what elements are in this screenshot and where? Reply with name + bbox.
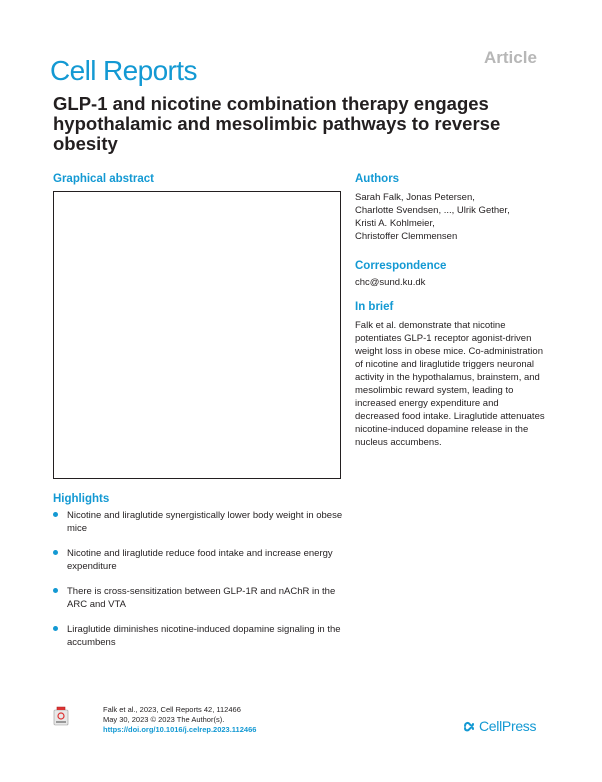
in-brief-heading: In brief: [355, 301, 394, 313]
doi-link[interactable]: https://doi.org/10.1016/j.celrep.2023.112466: [103, 725, 257, 734]
highlight-item: [53, 509, 353, 535]
citation-footer: [103, 705, 256, 735]
bullet-icon: [53, 550, 58, 555]
authors-heading: Authors: [355, 173, 400, 185]
graphical-abstract-frame: [53, 191, 341, 479]
highlight-item: [53, 585, 353, 611]
correspondence-email[interactable]: chc@sund.ku.dk: [355, 277, 426, 288]
highlight-item: [53, 623, 353, 649]
highlight-text: Liraglutide diminishes nicotine-induced dopamine signaling in the accumbens: [67, 624, 341, 648]
cellpress-logo-icon: [462, 719, 476, 733]
bullet-icon: [53, 588, 58, 593]
author-line: Christoffer Clemmensen: [355, 231, 458, 242]
bullet-icon: [53, 512, 58, 517]
citation-text: Falk et al., 2023, Cell Reports 42, 112466: [103, 705, 241, 714]
graphical-abstract-heading: Graphical abstract: [53, 173, 154, 185]
highlight-text: There is cross-sensitization between GLP-1R and nAChR in the ARC and VTA: [67, 586, 336, 610]
article-type-label: Article: [484, 48, 537, 67]
authors-list: [355, 191, 555, 243]
page-title: GLP-1 and nicotine combination therapy engages hypothalamic and mesolimbic pathways to reverse obesity: [53, 93, 501, 154]
publisher-name: CellPress: [479, 718, 537, 734]
journal-name: Cell Reports: [50, 55, 197, 86]
in-brief-text: Falk et al. demonstrate that nicotine potentiates GLP-1 receptor agonist-driven weight loss in obese mice. Co-administration of nicotine and liraglutide triggers neuronal activity in the hypothalamus, brainstem, and mesolimbic reward system, leading to increased energy expenditure and decreased food intake. Liraglutide attenuates nicotine-induced dopamine release in the nucleus accumbens.: [355, 320, 545, 448]
author-line: Sarah Falk, Jonas Petersen,: [355, 192, 475, 203]
cellpress-logo[interactable]: [462, 718, 536, 734]
highlight-text: Nicotine and liraglutide reduce food intake and increase energy expenditure: [67, 548, 333, 572]
highlights-list: [53, 509, 353, 661]
highlight-item: [53, 547, 353, 573]
date-copyright-text: May 30, 2023 © 2023 The Author(s).: [103, 715, 225, 724]
highlight-text: Nicotine and liraglutide synergistically lower body weight in obese mice: [67, 510, 343, 534]
author-line: Charlotte Svendsen, ..., Ulrik Gether,: [355, 205, 510, 216]
correspondence-heading: Correspondence: [355, 260, 447, 272]
bullet-icon: [53, 626, 58, 631]
author-line: Kristi A. Kohlmeier,: [355, 218, 435, 229]
check-for-updates-icon[interactable]: [53, 706, 69, 726]
highlights-heading: Highlights: [53, 493, 110, 505]
